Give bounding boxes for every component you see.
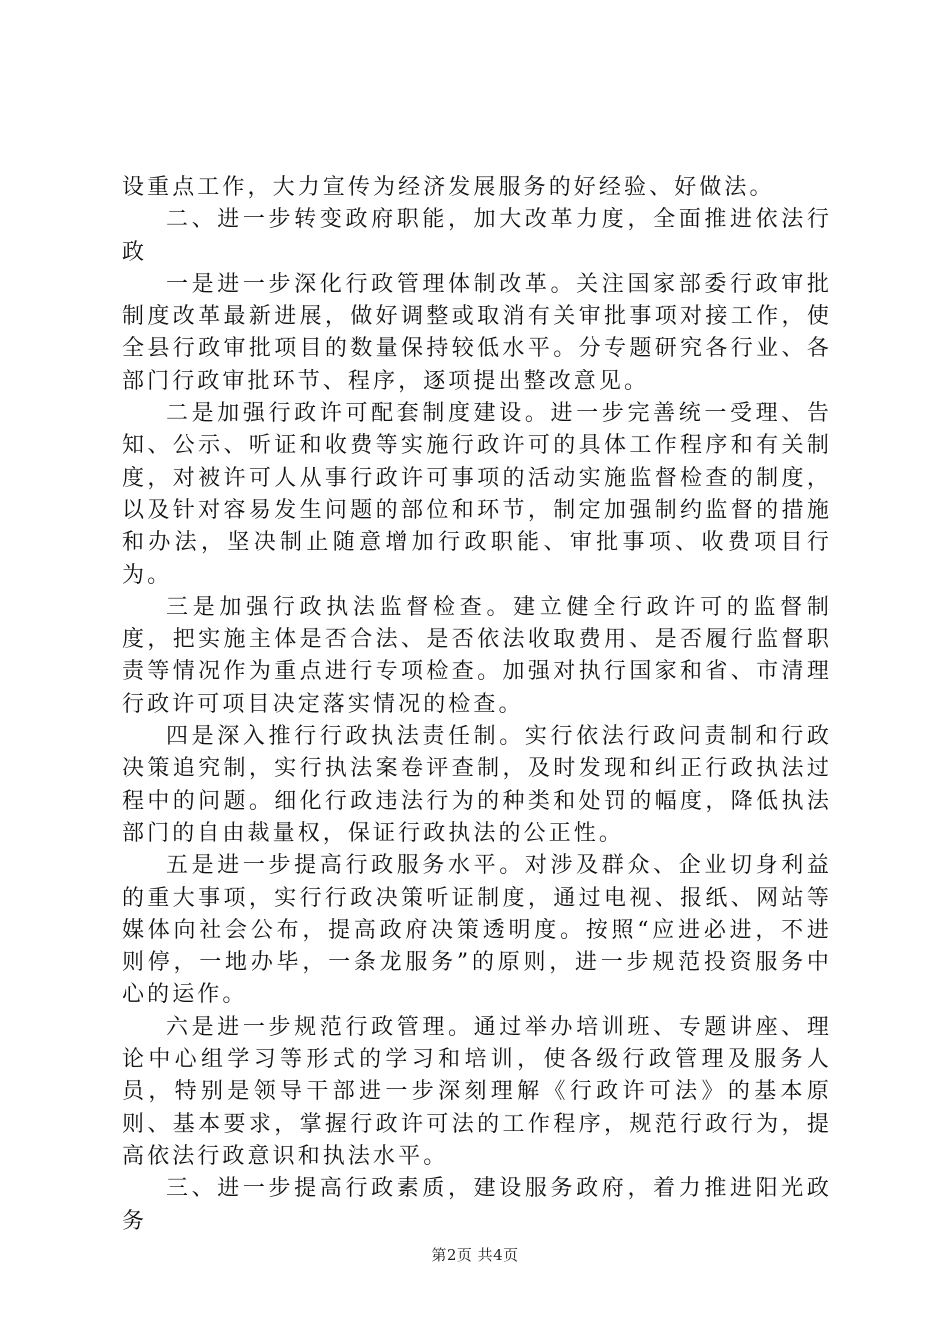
paragraph-item-5: 五是进一步提高行政服务水平。对涉及群众、企业切身利益的重大事项，实行行政决策听证制度，通过电视、报纸、网站等媒体向社会公布，提高政府决策透明度。按照“应进必进，不进则停，一地办毕，一条龙服务”的原则，进一步规范投资服务中心的运作。 — [122, 853, 832, 1008]
paragraph-item-1: 一是进一步深化行政管理体制改革。关注国家部委行政审批制度改革最新进展，做好调整或取消有关审批事项对接工作，使全县行政审批项目的数量保持较低水平。分专题研究各行业、各部门行政审批环节、程序，逐项提出整改意见。 — [122, 271, 832, 394]
paragraph-item-2: 二是加强行政许可配套制度建设。进一步完善统一受理、告知、公示、听证和收费等实施行政许可的具体工作程序和有关制度，对被许可人从事行政许可事项的活动实施监督检查的制度，以及针对容易发生问题的部位和环节，制定加强制约监督的措施和办法，坚决制止随意增加行政职能、审批事项、收费项目行为。 — [122, 401, 832, 588]
document-body — [122, 172, 832, 1238]
section-heading-2: 二、进一步转变政府职能，加大改革力度，全面推进依法行政 — [122, 207, 832, 265]
page-number-footer: 第2页 共4页 — [431, 1246, 519, 1264]
paragraph-item-4: 四是深入推行行政执法责任制。实行依法行政问责制和行政决策追究制，实行执法案卷评查制，及时发现和纠正行政执法过程中的问题。细化行政违法行为的种类和处罚的幅度，降低执法部门的自由裁量权，保证行政执法的公正性。 — [122, 724, 832, 846]
paragraph-item-3: 三是加强行政执法监督检查。建立健全行政许可的监督制度，把实施主体是否合法、是否依法收取费用、是否履行监督职责等情况作为重点进行专项检查。加强对执行国家和省、市清理行政许可项目决定落实情况的检查。 — [122, 594, 832, 717]
section-heading-3: 三、进一步提高行政素质，建设服务政府，着力推进阳光政务 — [122, 1176, 832, 1234]
paragraph-item-6: 六是进一步规范行政管理。通过举办培训班、专题讲座、理论中心组学习等形式的学习和培训，使各级行政管理及服务人员，特别是领导干部进一步深刻理解《行政许可法》的基本原则、基本要求，掌握行政许可法的工作程序，规范行政行为，提高依法行政意识和执法水平。 — [122, 1014, 832, 1169]
paragraph-continuation: 设重点工作，大力宣传为经济发展服务的好经验、好做法。 — [122, 175, 775, 200]
